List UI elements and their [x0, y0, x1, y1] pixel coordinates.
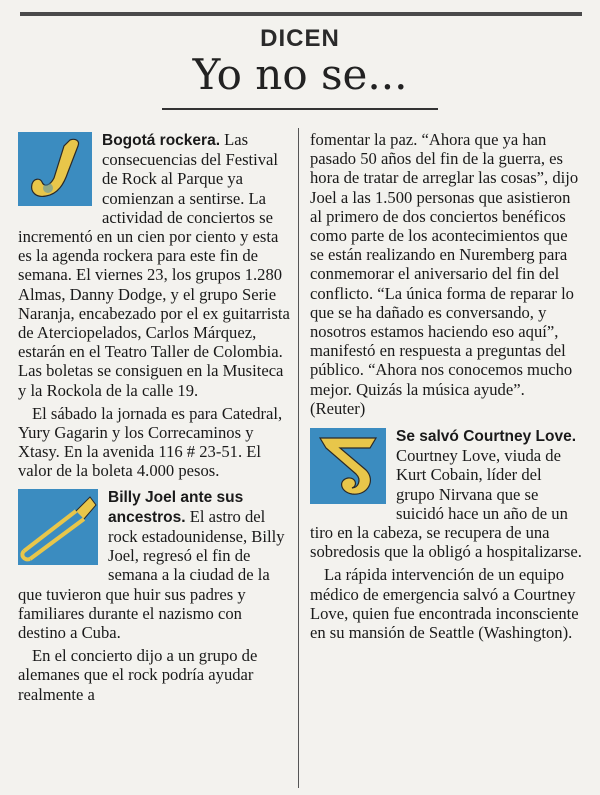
column-divider — [298, 128, 299, 788]
left-column — [18, 130, 290, 704]
story-bogota-kicker: Bogotá rockera. — [102, 132, 221, 149]
story-bogota-p1: Las consecuencias del Festival de Rock al Parque ya comienzan a sentirse. La actividad de conciertos se incrementó en un cien por ciento y esta es la agenda rockera para este fin de semana. El viernes 23, los grupos 1.280 Almas, Danny Dodge, y el grupo Serie Naranja, encabezado por el ex guitarrista de Aterciopelados, Carlos Márquez, estarán en el Teatro Taller de Colombia. Las boletas se consiguen en la Musiteca y la Rockola de la calle 19. — [18, 130, 290, 400]
right-column — [310, 130, 582, 642]
story-bogota-p2: El sábado la jornada es para Catedral, Yury Gagarin y los Correcaminos y Xtasy. En la avenida 116 # 23-51. El valor de la boleta 4.000 pesos. — [18, 403, 283, 481]
headline-rule — [162, 108, 438, 110]
story-billy-kicker: Billy Joel ante sus ancestros. — [108, 488, 244, 526]
story-courtney-p2: La rápida intervención de un equipo médico de emergencia salvó a Courtney Love, quien fue encontrada inconsciente en su mansión de Seattle (Washington). — [310, 565, 579, 643]
story-courtney — [310, 426, 582, 561]
story-billy — [18, 487, 290, 643]
story-courtney-kicker: Se salvó Courtney Love. — [396, 428, 577, 446]
headline: Yo no se... — [192, 50, 408, 99]
story-bogota — [18, 130, 290, 400]
story-billy-p1: El astro del rock estadounidense, Billy Joel, regresó el fin de semana a la ciudad de la que tuvieron que huir sus padres y familiares durante el nazismo con destino a Cuba. — [18, 506, 285, 643]
story-billy-p3: fomentar la paz. “Ahora que ya han pasado 50 años del fin de la guerra, es hora de tratar de arreglar las cosas”, dijo Joel a las 1.500 personas que asistieron al primero de dos conciertos benéficos como parte de los acontecimientos que se están realizando en Nuremberg para conmemorar el aniversario del fin del conflicto. “La única forma de reparar lo que se ha dañado es conversando, y nosotros estamos haciendo eso aquí”, manifestó en respuesta a preguntas del público. “Ahora nos conocemos mucho mejor. Quizás la música ayude”. (Reuter) — [310, 130, 579, 418]
saxophone-icon — [18, 132, 92, 206]
story-courtney-p1: Courtney Love, viuda de Kurt Cobain, líder del grupo Nirvana que se suicidó hace un año de un tiro en la cabeza, se recupera de una sobredosis que la obligó a hospitalizarse. — [310, 446, 582, 562]
story-billy-p2: En el concierto dijo a un grupo de alemanes que el rock podría ayudar realmente a — [18, 646, 258, 704]
top-rule — [20, 12, 582, 16]
treble-clef-icon — [310, 428, 386, 504]
trombone-icon — [18, 489, 98, 565]
section-label: DICEN — [260, 25, 340, 52]
